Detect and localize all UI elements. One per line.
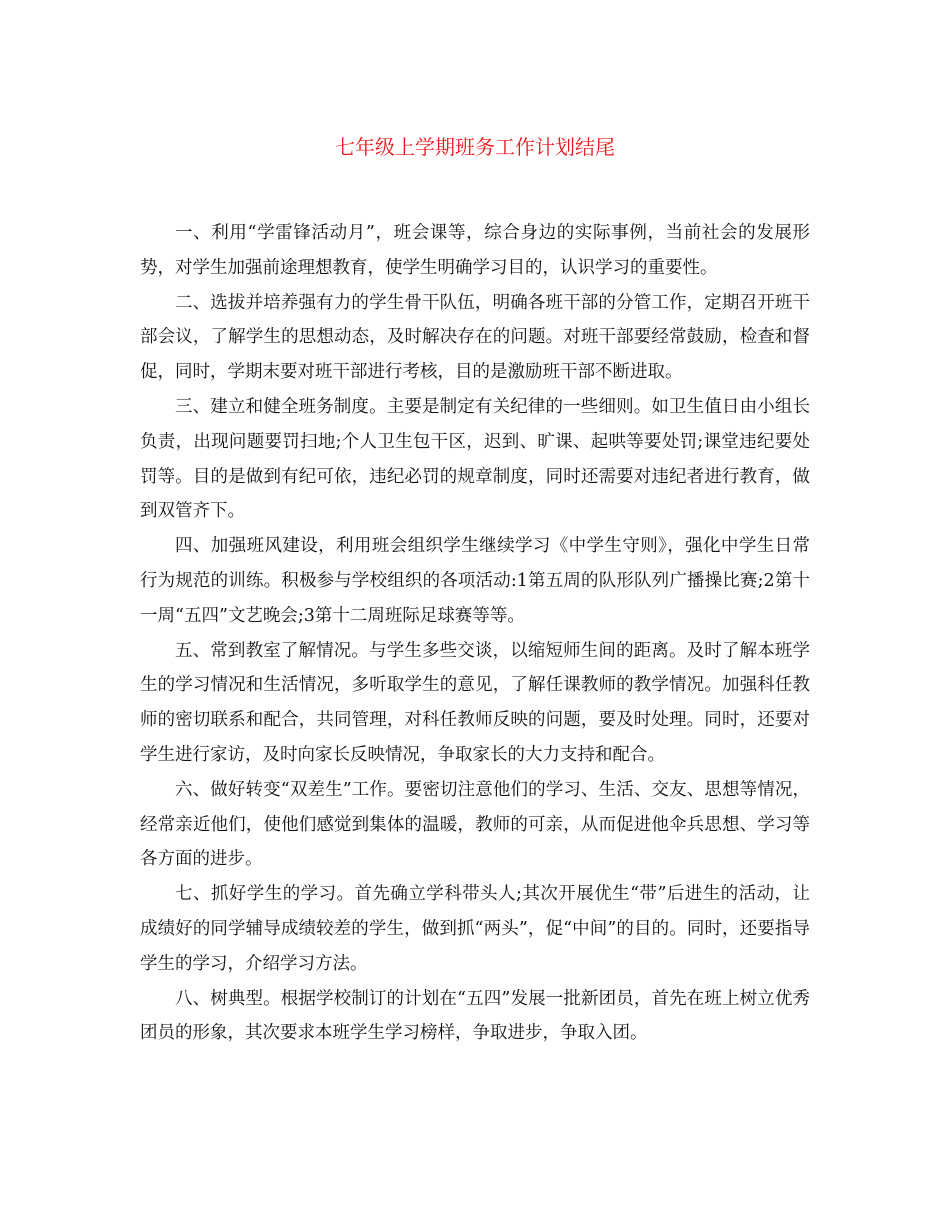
paragraph-4: 四、加强班风建设，利用班会组织学生继续学习《中学生守则》，强化中学生日常行为规范的训练。积极参与学校组织的各项活动:1第五周的队形队列广播操比赛;2第十一周“五四”文艺晚会;3第十二周班际足球赛等等。 (140, 536, 810, 626)
paragraph-6: 六、做好转变“双差生”工作。要密切注意他们的学习、生活、交友、思想等情况，经常亲近他们，使他们感觉到集体的温暖，教师的可亲，从而促进他伞兵思想、学习等各方面的进步。 (140, 779, 810, 870)
paragraph-3: 三、建立和健全班务制度。主要是制定有关纪律的一些细则。如卫生值日由小组长负责，出现问题要罚扫地;个人卫生包干区，迟到、旷课、起哄等要处罚;课堂违纪要处罚等。目的是做到有纪可依，违纪必罚的规章制度，同时还需要对违纪者进行教育，做到双管齐下。 (140, 396, 810, 522)
paragraph-5: 五、常到教室了解情况。与学生多些交谈，以缩短师生间的距离。及时了解本班学生的学习情况和生活情况，多听取学生的意见，了解任课教师的教学情况。加强科任教师的密切联系和配合，共同管理，对科任教师反映的问题，要及时处理。同时，还要对学生进行家访，及时向家长反映情况，争取家长的大力支持和配合。 (140, 640, 810, 765)
paragraph-2: 二、选拔并培养强有力的学生骨干队伍，明确各班干部的分管工作，定期召开班干部会议，了解学生的思想动态，及时解决存在的问题。对班干部要经常鼓励，检查和督促，同时，学期末要对班干部进行考核，目的是激励班干部不断进取。 (140, 292, 810, 383)
document-title: 七年级上学期班务工作计划结尾 (335, 135, 615, 159)
paragraph-1: 一、利用“学雷锋活动月”，班会课等，综合身边的实际事例，当前社会的发展形势，对学生加强前途理想教育，使学生明确学习目的，认识学习的重要性。 (140, 223, 810, 278)
paragraph-8: 八、树典型。根据学校制订的计划在“五四”发展一批新团员，首先在班上树立优秀团员的形象，其次要求本班学生学习榜样，争取进步，争取入团。 (140, 988, 810, 1044)
document-body (140, 216, 810, 1051)
paragraph-7: 七、抓好学生的学习。首先确立学科带头人;其次开展优生“带”后进生的活动，让成绩好的同学辅导成绩较差的学生，做到抓“两头”，促“中间”的目的。同时，还要指导学生的学习，介绍学习方法。 (140, 884, 810, 974)
